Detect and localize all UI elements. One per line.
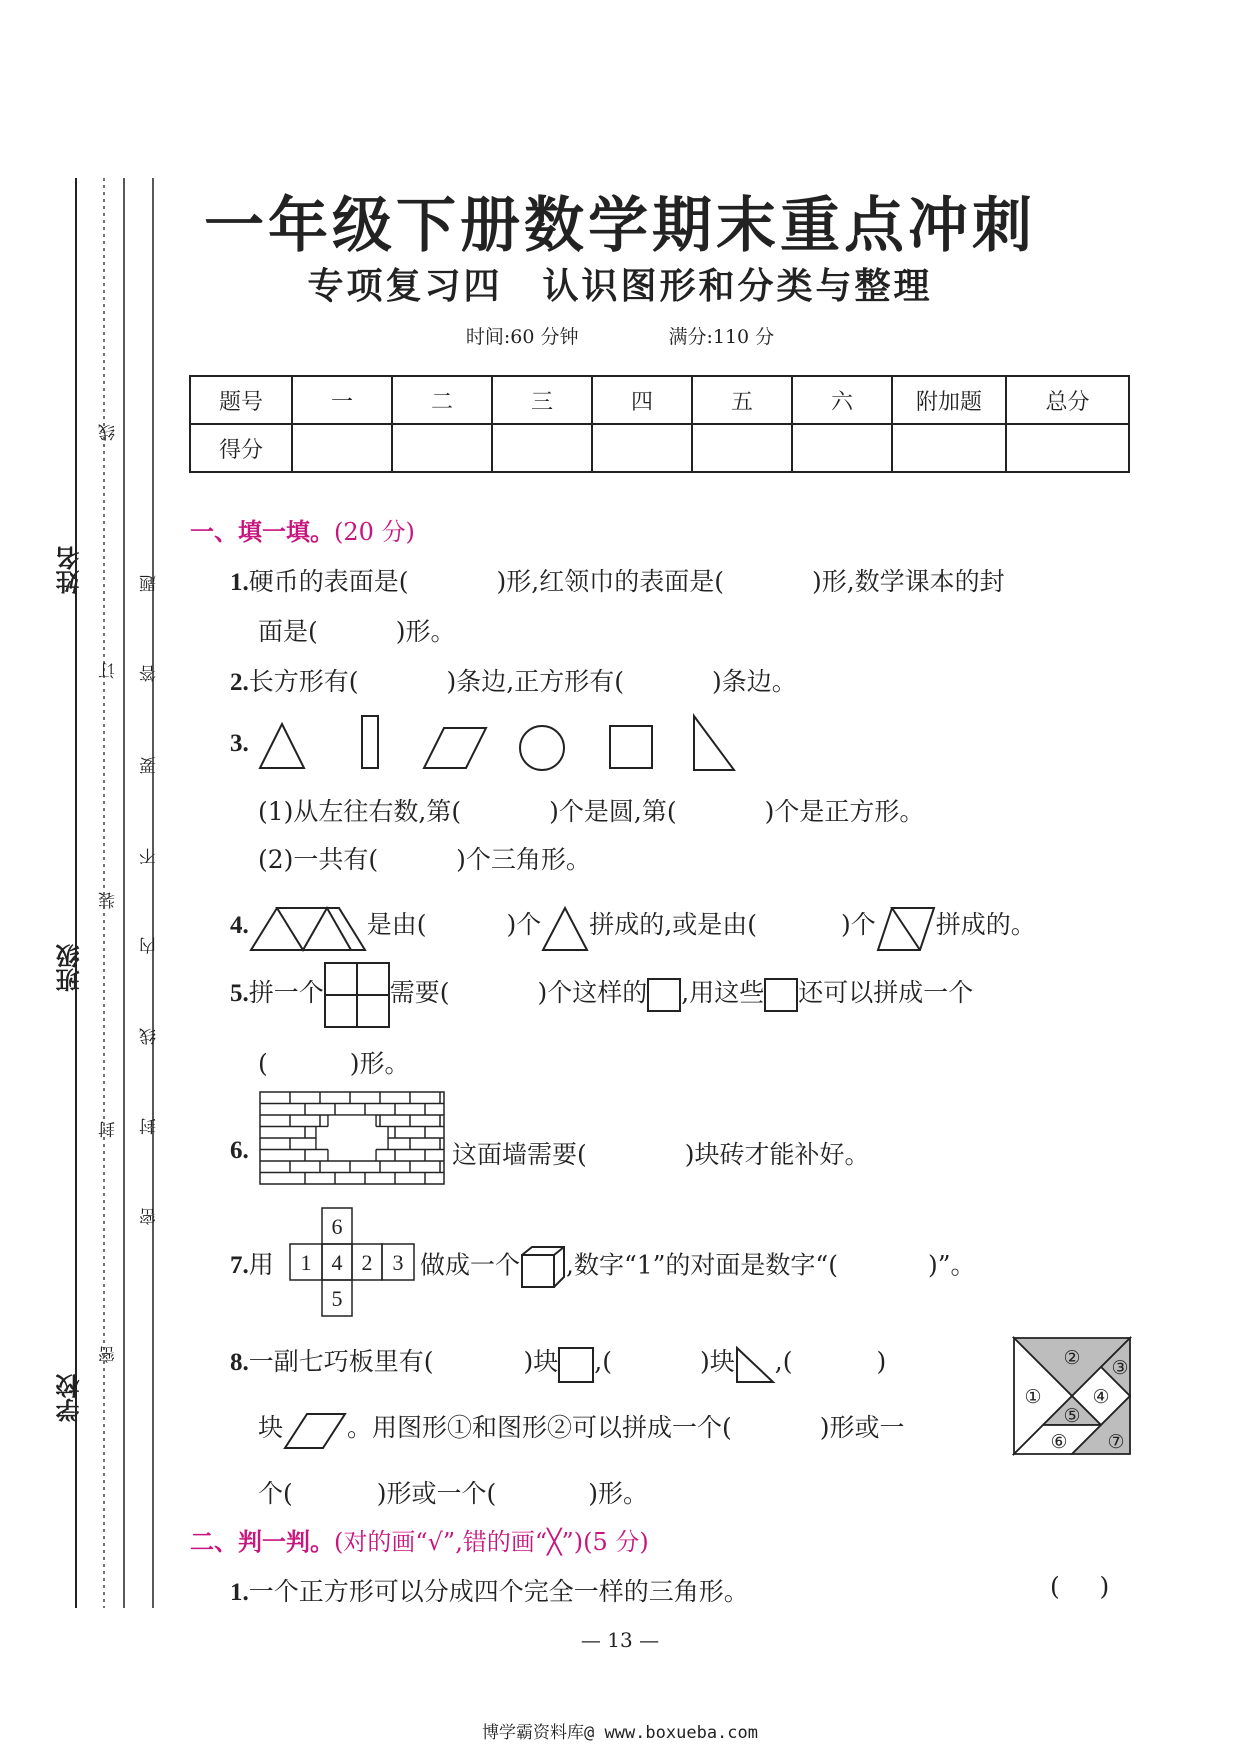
- section-2-heading: [190, 1522, 649, 1557]
- net-number: 6: [331, 1214, 343, 1239]
- question-number: 8.: [230, 1349, 249, 1376]
- parallelogram-shape: [424, 728, 486, 768]
- score-input[interactable]: [592, 424, 692, 472]
- q-text: 一个正方形可以分成四个完全一样的三角形。: [248, 1577, 749, 1606]
- subtitle-right: 认识图形和分类与整理: [542, 265, 933, 307]
- question-number: 3.: [230, 730, 249, 757]
- exam-info: [0, 322, 1240, 349]
- net-number: 2: [361, 1250, 373, 1275]
- net-number: 5: [331, 1286, 343, 1311]
- margin-char: 内: [140, 937, 160, 954]
- q-text: 长方形有(: [248, 667, 359, 696]
- q-text: )个: [840, 910, 876, 939]
- q-text: ,数字“1”的对面是数字“(: [566, 1250, 838, 1280]
- subtitle-left: 专项复习四: [307, 265, 503, 307]
- q-text: 拼成的。: [935, 910, 1036, 939]
- q-text: )个是圆,第(: [549, 797, 677, 826]
- question-1-8-cont2: [258, 1474, 648, 1510]
- question-1-6-number: [230, 1135, 249, 1165]
- parallelogram-piece-icon: [283, 1410, 347, 1450]
- judge-answer-paren[interactable]: ( ): [1050, 1572, 1110, 1601]
- small-trapezoid-icon: [876, 902, 936, 952]
- tangram-label: ⑥: [1050, 1431, 1068, 1453]
- table-cell: 四: [592, 376, 692, 424]
- page-title: 一年级下册数学期末重点冲刺: [204, 191, 1036, 261]
- question-1-7-number: [230, 1245, 274, 1281]
- question-1-3-part2: [258, 840, 591, 876]
- q-text: )形或一: [819, 1413, 905, 1442]
- score-input[interactable]: [492, 424, 592, 472]
- table-cell: 附加题: [892, 376, 1006, 424]
- q-text: )”。: [927, 1250, 976, 1280]
- question-number: 1.: [230, 1579, 249, 1606]
- tangram-label: ②: [1063, 1347, 1081, 1369]
- circle-shape: [520, 726, 564, 770]
- question-1-5: [230, 960, 973, 1028]
- brick-wall-figure: [258, 1090, 448, 1186]
- margin-char: 密: [140, 1208, 160, 1225]
- question-number: 5.: [230, 980, 249, 1007]
- q-text: )个三角形。: [456, 845, 591, 874]
- table-cell: 六: [792, 376, 892, 424]
- section-1-heading: [190, 512, 415, 547]
- question-2-1: [230, 1572, 749, 1608]
- margin-char: 封: [140, 1118, 160, 1135]
- q-text: )块: [523, 1347, 559, 1376]
- table-cell: 总分: [1006, 376, 1129, 424]
- question-1-8-cont: [258, 1406, 905, 1450]
- question-1-3-part1: [258, 792, 924, 828]
- q-text: (: [258, 1049, 268, 1078]
- question-1-2: [230, 662, 797, 698]
- square-piece-icon: [558, 1344, 594, 1384]
- question-1-3-number: [230, 728, 249, 758]
- margin-char: 线: [99, 424, 119, 441]
- section-title: 二、判一判。: [190, 1527, 334, 1556]
- q-text: )形。: [349, 1049, 410, 1078]
- full-score: 满分:110 分: [668, 326, 775, 348]
- question-number: 4.: [230, 912, 249, 939]
- page-subtitle: [0, 258, 1240, 309]
- q-text: 块: [258, 1413, 284, 1442]
- name-label: 姓名: [56, 546, 84, 594]
- score-table-header-row: [190, 376, 1129, 424]
- margin-char: 封: [99, 1121, 119, 1138]
- shapes-row: [258, 710, 738, 780]
- right-triangle-shape: [694, 716, 734, 770]
- tangram-label: ⑤: [1063, 1405, 1081, 1427]
- q-text: 拼一个: [248, 978, 324, 1007]
- question-number: 2.: [230, 669, 249, 696]
- q-text: 用: [248, 1250, 274, 1279]
- net-number: 1: [300, 1250, 312, 1275]
- question-number: 6.: [230, 1137, 249, 1164]
- small-square-icon: [647, 978, 681, 1012]
- tangram-label: ④: [1092, 1386, 1110, 1408]
- q-text: )个这样的: [537, 978, 648, 1007]
- score-input[interactable]: [1006, 424, 1129, 472]
- q-text: 面是(: [258, 617, 318, 646]
- q-text: )个: [506, 910, 542, 939]
- school-label: 学校: [56, 1374, 84, 1422]
- time-limit: 时间:60 分钟: [465, 326, 579, 348]
- section-points: (20 分): [334, 518, 415, 546]
- question-1-5-cont: [258, 1044, 410, 1080]
- triangle-icon: [541, 902, 589, 952]
- q-text: )块砖才能补好。: [684, 1140, 870, 1169]
- triangle-shape: [260, 724, 304, 768]
- table-cell: 题号: [190, 376, 292, 424]
- score-input[interactable]: [892, 424, 1006, 472]
- trapezoid-figure: [249, 902, 367, 952]
- question-1-1-cont: [258, 612, 456, 648]
- q-text: )块: [699, 1347, 735, 1376]
- q-text: 硬币的表面是(: [248, 567, 409, 596]
- margin-char: 要: [140, 757, 160, 774]
- score-table-score-row: [190, 424, 1129, 472]
- q-text: (2)一共有(: [258, 845, 379, 874]
- margin-char: 线: [140, 1028, 160, 1045]
- cube-icon: [520, 1245, 566, 1289]
- square-shape: [610, 726, 652, 768]
- score-input[interactable]: [792, 424, 892, 472]
- question-1-4: [230, 900, 1036, 952]
- margin-char: 订: [99, 662, 119, 679]
- question-1-8: [230, 1340, 886, 1385]
- table-cell: 一: [292, 376, 392, 424]
- q-text: ): [876, 1347, 887, 1376]
- section-points: (对的画“√”,错的画“╳”)(5 分): [334, 1528, 649, 1556]
- q-text: )形,红领巾的表面是(: [496, 567, 724, 596]
- margin-char: 装: [99, 892, 119, 909]
- table-cell: 五: [692, 376, 792, 424]
- q-text: 是由(: [366, 910, 427, 939]
- question-number: 1.: [230, 569, 249, 596]
- q-text: (1)从左往右数,第(: [258, 797, 462, 826]
- q-text: )个是正方形。: [764, 797, 925, 826]
- rectangle-shape: [362, 716, 378, 768]
- net-number: 3: [392, 1250, 404, 1275]
- q-text: )形或一个(: [376, 1479, 497, 1508]
- score-input[interactable]: [692, 424, 792, 472]
- score-table: [189, 375, 1130, 473]
- tangram-label: ③: [1111, 1357, 1129, 1379]
- tangram-figure: [1012, 1336, 1132, 1456]
- q-text: 一副七巧板里有(: [248, 1347, 434, 1376]
- q-text: 个(: [258, 1479, 293, 1508]
- score-input[interactable]: [292, 424, 392, 472]
- small-square-icon: [764, 978, 798, 1012]
- q-text: )条边。: [711, 667, 797, 696]
- q-text: )形。: [588, 1479, 649, 1508]
- page-number: — 13 —: [580, 1628, 660, 1652]
- net-number: 4: [331, 1250, 343, 1275]
- footer-watermark: 博学霸资料库@ www.boxueba.com: [482, 1723, 758, 1743]
- margin-char: 不: [140, 848, 160, 865]
- margin-char: 答: [140, 665, 160, 682]
- tangram-label: ①: [1024, 1386, 1042, 1408]
- class-label: 班级: [56, 944, 84, 992]
- section-title: 一、填一填。: [190, 517, 334, 546]
- question-number: 7.: [230, 1252, 249, 1279]
- tangram-label: ⑦: [1107, 1431, 1125, 1453]
- table-cell: 三: [492, 376, 592, 424]
- question-1-7: [420, 1245, 976, 1289]
- q-text: )形。: [395, 617, 456, 646]
- cube-net-figure: [288, 1206, 418, 1320]
- q-text: 需要(: [389, 978, 450, 1007]
- margin-char: 题: [140, 575, 160, 592]
- q-text: 拼成的,或是由(: [589, 910, 757, 939]
- q-text: )条边,正方形有(: [446, 667, 624, 696]
- q-text: 还可以拼成一个: [798, 978, 974, 1007]
- question-1-6: [452, 1135, 870, 1171]
- margin-char: 密: [99, 1346, 119, 1363]
- q-text: ,用这些: [681, 978, 765, 1007]
- question-1-1: [230, 562, 1005, 598]
- q-text: ,(: [774, 1347, 793, 1376]
- table-cell: 二: [392, 376, 492, 424]
- q-text: 。用图形①和图形②可以拼成一个(: [347, 1413, 732, 1442]
- q-text: )形,数学课本的封: [811, 567, 1005, 596]
- score-input[interactable]: [392, 424, 492, 472]
- q-text: 这面墙需要(: [452, 1140, 587, 1169]
- big-square-figure: [324, 962, 390, 1028]
- table-cell: 得分: [190, 424, 292, 472]
- triangle-piece-icon: [735, 1344, 775, 1384]
- q-text: ,(: [594, 1347, 612, 1376]
- q-text: 做成一个: [420, 1250, 521, 1280]
